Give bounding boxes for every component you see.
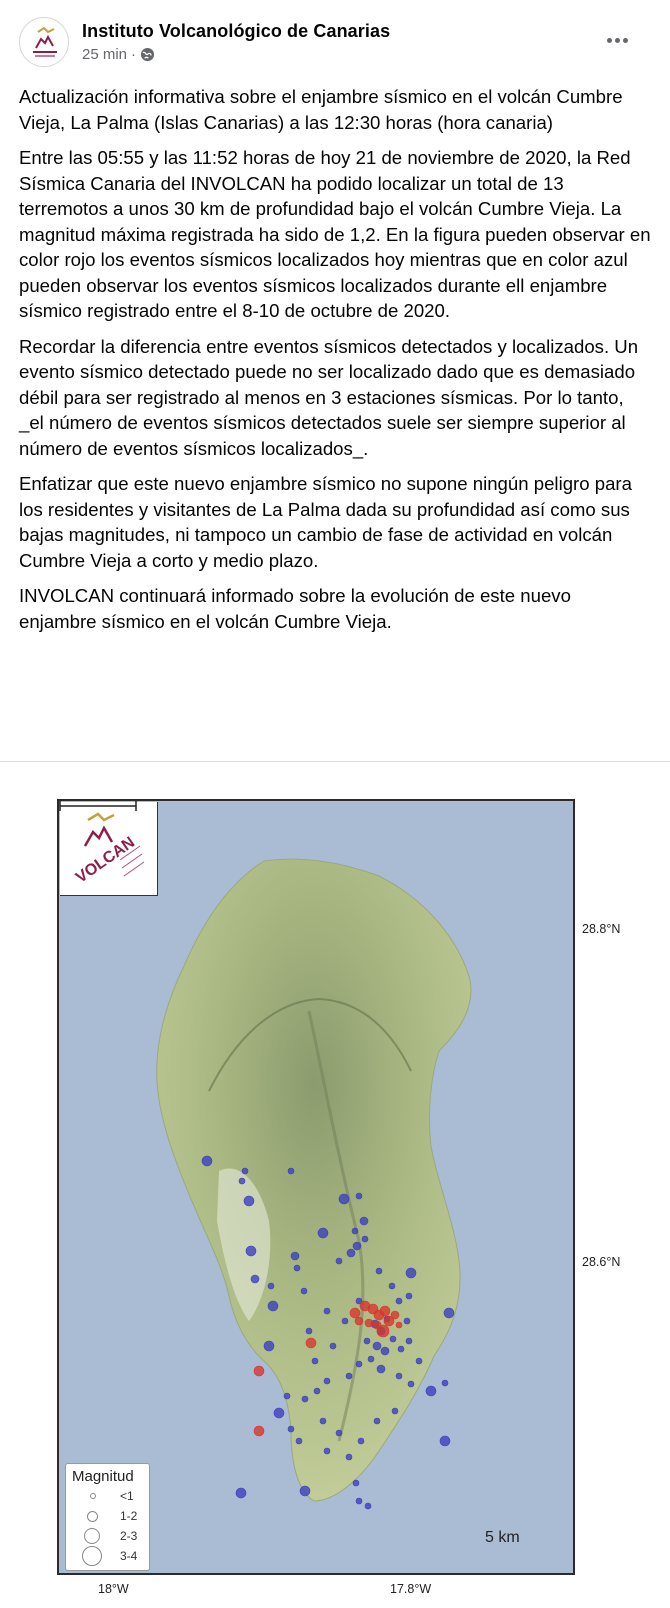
seismic-event-marker: [426, 1386, 436, 1396]
seismic-event-marker: [353, 1242, 361, 1250]
seismic-event-marker: [398, 1346, 404, 1352]
seismic-event-marker: [390, 1336, 396, 1342]
island-shape: [157, 859, 471, 1501]
legend-row: [66, 1506, 151, 1527]
post-timestamp[interactable]: 25 min: [82, 46, 128, 63]
seismic-event-marker: [306, 1338, 316, 1348]
seismic-event-marker: [236, 1488, 246, 1498]
seismic-event-marker: [353, 1480, 359, 1486]
page-avatar[interactable]: [19, 17, 69, 67]
seismic-event-marker: [330, 1343, 336, 1349]
seismic-event-marker: [442, 1380, 448, 1386]
seismic-event-marker: [336, 1258, 342, 1264]
seismic-event-marker: [376, 1268, 382, 1274]
scale-label: 5 km: [485, 1529, 520, 1546]
legend-label: <1: [120, 1489, 134, 1503]
seismic-event-marker: [360, 1217, 368, 1225]
seismic-event-marker: [306, 1328, 312, 1334]
involcan-logo-icon: [20, 18, 69, 67]
seismic-event-marker: [302, 1396, 308, 1402]
legend-label: 2-3: [120, 1529, 138, 1543]
post-header: [0, 0, 670, 70]
seismic-event-marker: [368, 1356, 374, 1362]
lat-label-28-8: 28.8°N: [582, 922, 621, 936]
seismic-event-marker: [300, 1486, 310, 1496]
involcan-logo-icon: [60, 802, 158, 896]
post-paragraph: Recordar la diferencia entre eventos sísmicos detectados y localizados. Un evento sísmico detectado puede no ser localizado dado que es demasiado débil para ser registrado al menos en 3 estaciones sísmicas. Por lo tanto, _el número de eventos sísmicos detectados suele ser siempre superior al número de eventos sísmicos localizados_.: [19, 335, 639, 459]
lon-label-17-8w: 17.8°W: [390, 1582, 432, 1596]
lon-label-18w: 18°W: [98, 1582, 129, 1596]
seismic-event-marker: [346, 1373, 352, 1379]
more-options-icon[interactable]: [602, 28, 632, 52]
seismic-event-marker: [373, 1342, 381, 1350]
seismic-event-marker: [242, 1168, 248, 1174]
more-dot: [607, 38, 612, 43]
seismic-event-marker: [358, 1438, 364, 1444]
post-image[interactable]: [0, 762, 670, 1608]
magnitude-legend: [65, 1463, 150, 1571]
legend-symbol: [84, 1528, 100, 1544]
seismic-event-marker: [396, 1298, 402, 1304]
legend-symbol: [82, 1546, 102, 1566]
seismic-map: [57, 799, 575, 1575]
island-map-svg: [59, 801, 573, 1573]
legend-title: Magnitud: [72, 1468, 134, 1485]
seismic-event-marker: [365, 1319, 373, 1327]
seismic-event-marker: [416, 1358, 422, 1364]
logo-wordmark: VOLCAN: [72, 833, 138, 887]
seismic-event-marker: [324, 1448, 330, 1454]
seismic-event-marker: [202, 1156, 212, 1166]
seismic-event-marker: [296, 1438, 302, 1444]
seismic-event-marker: [381, 1347, 389, 1355]
seismic-event-marker: [254, 1426, 264, 1436]
seismic-event-marker: [365, 1503, 371, 1509]
seismic-event-marker: [284, 1393, 290, 1399]
seismic-event-marker: [347, 1249, 355, 1257]
seismic-event-marker: [312, 1358, 318, 1364]
post-meta: [82, 46, 155, 63]
seismic-event-marker: [288, 1426, 294, 1432]
legend-row: [66, 1486, 151, 1507]
involcan-map-logo: [60, 802, 158, 896]
post-paragraph: Entre las 05:55 y las 11:52 horas de hoy 21 de noviembre de 2020, la Red Sísmica Canaria del INVOLCAN ha podido localizar un total de 13 terremotos a unos 30 km de profundidad bajo el volcán Cumbre Vieja. La magnitud máxima registrada ha sido de 1,2. En la figura pueden observar en color rojo los eventos sísmicos localizados hoy mientras que en color azul pueden observar los eventos sísmicos localizados durante ell enjambre sísmico registrado entre el 8-10 de octubre de 2020.: [19, 147, 651, 321]
seismic-event-marker: [294, 1265, 300, 1271]
seismic-event-marker: [362, 1236, 368, 1242]
post-paragraph: Actualización informativa sobre el enjambre sísmico en el volcán Cumbre Vieja, La Palma (Islas Canarias) a las 12:30 horas (hora canaria): [19, 86, 623, 133]
seismic-event-marker: [320, 1418, 326, 1424]
seismic-event-marker: [355, 1317, 363, 1325]
seismic-event-marker: [288, 1168, 294, 1174]
seismic-event-marker: [389, 1283, 395, 1289]
seismic-event-marker: [268, 1283, 274, 1289]
seismic-event-marker: [356, 1361, 362, 1367]
seismic-event-marker: [336, 1430, 342, 1436]
meta-separator: ·: [131, 46, 137, 63]
seismic-event-marker: [396, 1322, 402, 1328]
seismic-event-marker: [364, 1338, 370, 1344]
seismic-event-marker: [346, 1454, 352, 1460]
seismic-event-marker: [268, 1301, 278, 1311]
seismic-event-marker: [251, 1275, 259, 1283]
legend-symbol: [90, 1493, 96, 1499]
seismic-event-marker: [239, 1178, 245, 1184]
post-paragraph: Enfatizar que este nuevo enjambre sísmico no supone ningún peligro para los residentes y visitantes de La Palma dada su profundidad así como sus bajas magnitudes, ni tampoco un cambio de fase de actividad en volcán Cumbre Vieja a corto y medio plazo.: [19, 473, 632, 571]
seismic-event-marker: [377, 1365, 385, 1373]
legend-row: [66, 1546, 151, 1567]
seismic-event-marker: [391, 1311, 399, 1319]
seismic-event-marker: [301, 1288, 307, 1294]
seismic-event-marker: [339, 1194, 349, 1204]
globe-icon[interactable]: [140, 47, 155, 62]
seismic-event-marker: [244, 1196, 254, 1206]
seismic-event-marker: [396, 1373, 402, 1379]
seismic-event-marker: [324, 1378, 330, 1384]
page-name-link[interactable]: Instituto Volcanológico de Canarias: [82, 21, 391, 41]
seismic-event-marker: [356, 1498, 362, 1504]
legend-label: 1-2: [120, 1509, 138, 1523]
seismic-event-marker: [324, 1308, 330, 1314]
more-dot: [623, 38, 628, 43]
scale-bar: [59, 801, 137, 811]
seismic-event-marker: [350, 1308, 360, 1318]
seismic-event-marker: [342, 1318, 348, 1324]
legend-label: 3-4: [120, 1549, 138, 1563]
seismic-event-marker: [264, 1341, 274, 1351]
post-body: [19, 84, 651, 644]
legend-row: [66, 1526, 151, 1547]
seismic-event-marker: [392, 1408, 398, 1414]
more-dot: [615, 38, 620, 43]
seismic-event-marker: [408, 1381, 414, 1387]
seismic-event-marker: [440, 1436, 450, 1446]
seismic-event-marker: [406, 1268, 416, 1278]
seismic-event-marker: [356, 1193, 362, 1199]
seismic-event-marker: [352, 1228, 358, 1234]
seismic-event-marker: [291, 1252, 299, 1260]
seismic-event-marker: [314, 1388, 320, 1394]
seismic-event-marker: [444, 1308, 454, 1318]
legend-symbol: [87, 1511, 98, 1522]
seismic-event-marker: [406, 1338, 412, 1344]
seismic-event-marker: [374, 1418, 380, 1424]
post-paragraph: INVOLCAN continuará informado sobre la evolución de este nuevo enjambre sísmico en el volcán Cumbre Vieja.: [19, 585, 571, 632]
seismic-event-marker: [274, 1408, 284, 1418]
seismic-event-marker: [254, 1366, 264, 1376]
seismic-event-marker: [318, 1228, 328, 1238]
seismic-event-marker: [377, 1325, 389, 1337]
seismic-event-marker: [404, 1318, 410, 1324]
seismic-event-marker: [246, 1246, 256, 1256]
seismic-event-marker: [406, 1293, 412, 1299]
lat-label-28-6: 28.6°N: [582, 1255, 621, 1269]
seismic-event-marker: [380, 1306, 390, 1316]
